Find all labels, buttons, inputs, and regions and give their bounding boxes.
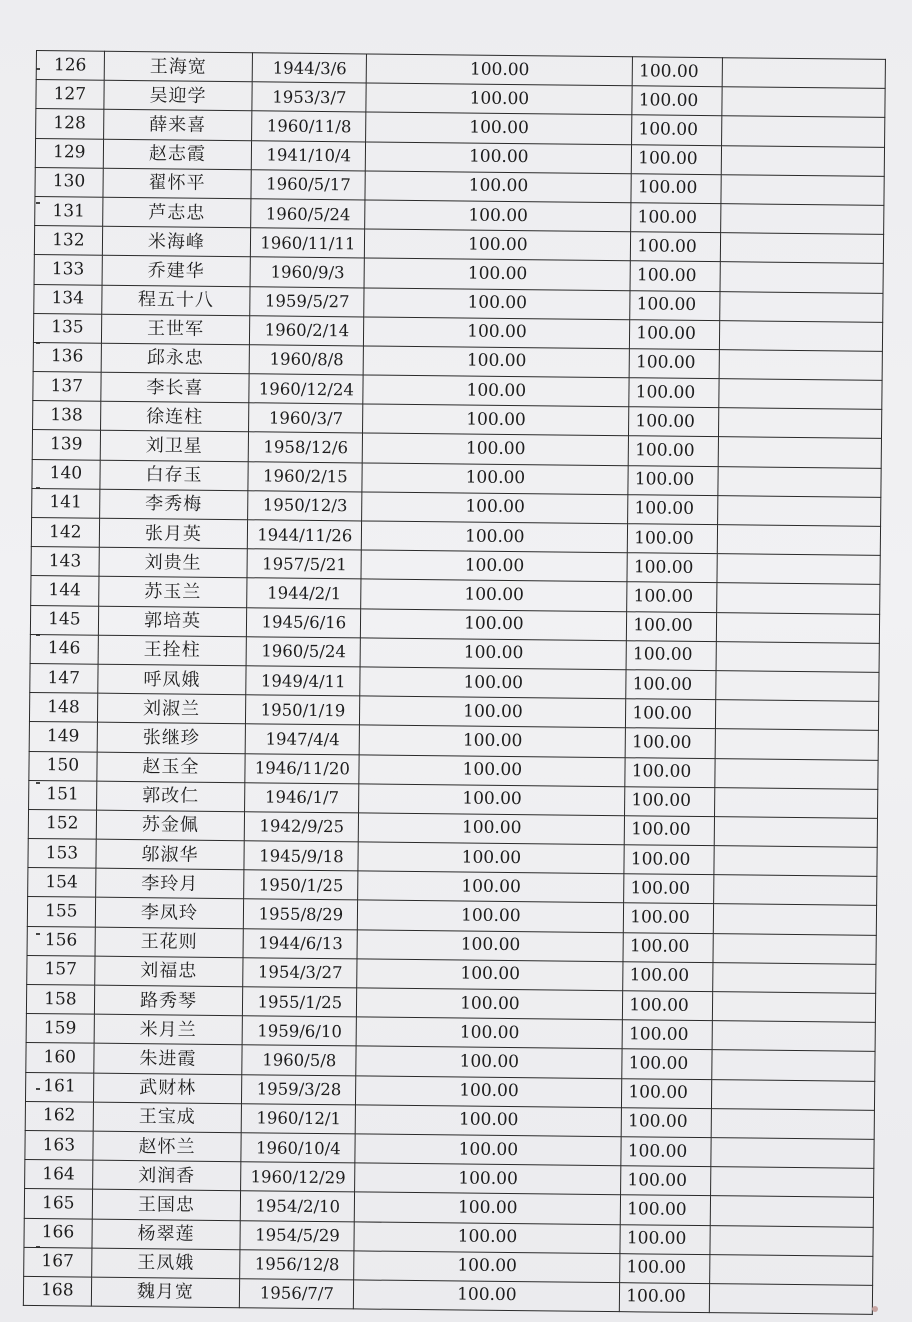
amount-cell: 100.00 [356, 1046, 622, 1078]
birth-date-cell: 1960/5/17 [251, 170, 366, 200]
blank-cell [716, 641, 879, 672]
name-cell: 米海峰 [102, 226, 251, 257]
amount-cell: 100.00 [632, 86, 722, 116]
row-number-cell: 163 [25, 1130, 93, 1160]
blank-cell [717, 583, 880, 614]
birth-date-cell: 1960/11/8 [252, 111, 367, 141]
row-number-cell: 134 [34, 284, 102, 314]
row-number-cell: 155 [27, 897, 95, 927]
row-number-cell: 133 [34, 255, 102, 285]
row-number-cell: 148 [29, 693, 97, 723]
blank-cell [719, 408, 882, 439]
birth-date-cell: 1944/6/13 [243, 928, 358, 958]
blank-cell [717, 525, 880, 556]
birth-date-cell: 1960/9/3 [250, 257, 365, 287]
birth-date-cell: 1957/5/21 [247, 549, 362, 579]
blank-cell [711, 1167, 874, 1198]
name-cell: 刘卫星 [100, 431, 249, 462]
amount-cell: 100.00 [621, 1195, 711, 1225]
amount-cell: 100.00 [628, 436, 718, 466]
amount-cell: 100.00 [364, 346, 630, 378]
row-number-cell: 144 [31, 576, 99, 606]
name-cell: 程五十八 [101, 285, 250, 316]
name-cell: 苏玉兰 [98, 577, 247, 608]
amount-cell: 100.00 [357, 988, 623, 1020]
row-number-cell: 166 [24, 1218, 92, 1248]
blank-cell [718, 495, 881, 526]
birth-date-cell: 1960/11/11 [251, 228, 366, 258]
name-cell: 李秀梅 [99, 489, 248, 520]
amount-cell: 100.00 [361, 550, 627, 582]
row-number-cell: 146 [30, 634, 98, 664]
row-number-cell: 140 [32, 459, 100, 489]
name-cell: 李凤玲 [95, 898, 244, 929]
amount-cell: 100.00 [367, 54, 633, 86]
blank-cell [713, 933, 876, 964]
amount-cell: 100.00 [365, 258, 631, 290]
blank-cell [720, 262, 883, 293]
row-number-cell: 143 [31, 547, 99, 577]
amount-cell: 100.00 [628, 524, 718, 554]
amount-cell: 100.00 [360, 667, 626, 699]
row-number-cell: 150 [29, 751, 97, 781]
birth-date-cell: 1947/4/4 [245, 724, 360, 754]
blank-cell [722, 58, 885, 89]
amount-cell: 100.00 [630, 261, 720, 291]
name-cell: 杨翠莲 [92, 1219, 241, 1250]
birth-date-cell: 1956/12/8 [240, 1249, 355, 1279]
blank-cell [717, 554, 880, 585]
name-cell: 张月英 [99, 518, 248, 549]
amount-cell: 100.00 [356, 1075, 622, 1107]
birth-date-cell: 1950/1/19 [246, 695, 361, 725]
row-number-cell: 137 [33, 372, 101, 402]
blank-cell [719, 350, 882, 381]
blank-cell [716, 671, 879, 702]
amount-cell: 100.00 [363, 433, 629, 465]
birth-date-cell: 1946/11/20 [245, 753, 360, 783]
blank-cell [712, 1079, 875, 1110]
row-number-cell: 135 [33, 313, 101, 343]
name-cell: 呼凤娥 [97, 664, 246, 695]
row-number-cell: 168 [23, 1276, 91, 1306]
name-cell: 刘润香 [92, 1160, 241, 1191]
amount-cell: 100.00 [624, 903, 714, 933]
amount-cell: 100.00 [365, 171, 631, 203]
amount-cell: 100.00 [360, 696, 626, 728]
name-cell: 郭改仁 [96, 781, 245, 812]
name-cell: 张继珍 [97, 722, 246, 753]
row-number-cell: 129 [35, 138, 103, 168]
birth-date-cell: 1960/12/24 [249, 374, 364, 404]
amount-cell: 100.00 [354, 1221, 620, 1253]
blank-cell [721, 145, 884, 176]
amount-cell: 100.00 [359, 754, 625, 786]
birth-date-cell: 1944/11/26 [248, 520, 363, 550]
birth-date-cell: 1960/5/24 [246, 636, 361, 666]
blank-cell [711, 1108, 874, 1139]
blank-cell [713, 992, 876, 1023]
birth-date-cell: 1960/3/7 [249, 403, 364, 433]
row-number-cell: 132 [34, 226, 102, 256]
amount-cell: 100.00 [362, 492, 628, 524]
blank-cell [718, 437, 881, 468]
row-number-cell: 160 [26, 1043, 94, 1073]
name-cell: 王世军 [101, 314, 250, 345]
amount-cell: 100.00 [624, 816, 714, 846]
birth-date-cell: 1960/12/1 [241, 1103, 356, 1133]
amount-cell: 100.00 [628, 465, 718, 495]
name-cell: 吴迎学 [104, 80, 253, 111]
row-number-cell: 136 [33, 342, 101, 372]
row-number-cell: 149 [29, 722, 97, 752]
amount-cell: 100.00 [366, 142, 632, 174]
row-number-cell: 156 [27, 926, 95, 956]
amount-cell: 100.00 [624, 845, 714, 875]
amount-cell: 100.00 [359, 784, 625, 816]
row-number-cell: 152 [28, 809, 96, 839]
amount-cell: 100.00 [622, 1020, 712, 1050]
page-corner-mark [872, 1306, 878, 1312]
name-cell: 郭培英 [98, 606, 247, 637]
row-number-cell: 131 [35, 196, 103, 226]
amount-cell: 100.00 [631, 173, 721, 203]
birth-date-cell: 1956/7/7 [240, 1279, 355, 1309]
birth-date-cell: 1945/6/16 [247, 607, 362, 637]
birth-date-cell: 1954/2/10 [241, 1191, 356, 1221]
amount-cell: 100.00 [620, 1283, 710, 1313]
blank-cell [715, 758, 878, 789]
amount-cell: 100.00 [358, 842, 624, 874]
amount-cell: 100.00 [623, 962, 713, 992]
amount-cell: 100.00 [358, 900, 624, 932]
birth-date-cell: 1959/5/27 [250, 286, 365, 316]
blank-cell [721, 233, 884, 264]
name-cell: 武财林 [93, 1073, 242, 1104]
row-number-cell: 164 [25, 1160, 93, 1190]
blank-cell [722, 87, 885, 118]
birth-date-cell: 1950/12/3 [248, 491, 363, 521]
amount-cell: 100.00 [354, 1251, 620, 1283]
blank-cell [714, 875, 877, 906]
name-cell: 薛来喜 [103, 110, 252, 141]
blank-cell [711, 1138, 874, 1169]
blank-cell [722, 116, 885, 147]
amount-cell: 100.00 [357, 930, 623, 962]
birth-date-cell: 1960/12/29 [241, 1162, 356, 1192]
amount-cell: 100.00 [361, 638, 627, 670]
name-cell: 乔建华 [102, 256, 251, 287]
amount-cell: 100.00 [626, 640, 716, 670]
row-number-cell: 128 [36, 109, 104, 139]
name-cell: 魏月宽 [91, 1277, 240, 1308]
birth-date-cell: 1942/9/25 [244, 812, 359, 842]
amount-cell: 100.00 [363, 375, 629, 407]
name-cell: 刘福忠 [94, 956, 243, 987]
amount-cell: 100.00 [361, 579, 627, 611]
name-cell: 王宝成 [93, 1102, 242, 1133]
birth-date-cell: 1950/1/25 [244, 870, 359, 900]
name-cell: 刘淑兰 [97, 693, 246, 724]
blank-cell [717, 612, 880, 643]
blank-cell [720, 291, 883, 322]
amount-cell: 100.00 [358, 871, 624, 903]
birth-date-cell: 1955/8/29 [244, 899, 359, 929]
name-cell: 苏金佩 [96, 810, 245, 841]
roster-table-body [23, 51, 885, 1315]
row-number-cell: 162 [25, 1101, 93, 1131]
amount-cell: 100.00 [625, 757, 715, 787]
amount-cell: 100.00 [630, 319, 720, 349]
amount-cell: 100.00 [628, 495, 718, 525]
amount-cell: 100.00 [623, 991, 713, 1021]
blank-cell [710, 1254, 873, 1285]
row-number-cell: 147 [30, 663, 98, 693]
row-number-cell: 167 [24, 1247, 92, 1277]
name-cell: 徐连柱 [100, 401, 249, 432]
blank-cell [715, 787, 878, 818]
amount-cell: 100.00 [362, 463, 628, 495]
amount-cell: 100.00 [626, 670, 716, 700]
amount-cell: 100.00 [356, 1105, 622, 1137]
amount-cell: 100.00 [355, 1163, 621, 1195]
name-cell: 朱进霞 [93, 1044, 242, 1075]
amount-cell: 100.00 [359, 813, 625, 845]
amount-cell: 100.00 [630, 290, 720, 320]
amount-cell: 100.00 [621, 1166, 711, 1196]
blank-cell [712, 1021, 875, 1052]
name-cell: 王海宽 [104, 51, 253, 82]
amount-cell: 100.00 [622, 1049, 712, 1079]
row-number-cell: 159 [26, 1014, 94, 1044]
amount-cell: 100.00 [627, 611, 717, 641]
amount-cell: 100.00 [361, 608, 627, 640]
name-cell: 李长喜 [101, 372, 250, 403]
birth-date-cell: 1960/2/15 [248, 461, 363, 491]
blank-cell [720, 320, 883, 351]
name-cell: 米月兰 [94, 1014, 243, 1045]
amount-cell: 100.00 [620, 1253, 710, 1283]
birth-date-cell: 1954/5/29 [240, 1220, 355, 1250]
birth-date-cell: 1959/6/10 [242, 1016, 357, 1046]
amount-cell: 100.00 [621, 1107, 711, 1137]
row-number-cell: 126 [36, 51, 104, 81]
blank-cell [715, 729, 878, 760]
blank-cell [713, 962, 876, 993]
blank-cell [721, 204, 884, 235]
row-number-cell: 161 [25, 1072, 93, 1102]
name-cell: 赵志霞 [103, 139, 252, 170]
amount-cell: 100.00 [364, 317, 630, 349]
amount-cell: 100.00 [366, 112, 632, 144]
amount-cell: 100.00 [626, 699, 716, 729]
amount-cell: 100.00 [355, 1192, 621, 1224]
amount-cell: 100.00 [632, 144, 722, 174]
blank-cell [714, 817, 877, 848]
birth-date-cell: 1960/5/24 [251, 199, 366, 229]
amount-cell: 100.00 [365, 229, 631, 261]
name-cell: 刘贵生 [99, 547, 248, 578]
row-number-cell: 141 [32, 488, 100, 518]
blank-cell [710, 1283, 873, 1314]
amount-cell: 100.00 [621, 1137, 711, 1167]
blank-cell [710, 1225, 873, 1256]
birth-date-cell: 1960/5/8 [242, 1045, 357, 1075]
name-cell: 王拴柱 [98, 635, 247, 666]
blank-cell [721, 174, 884, 205]
birth-date-cell: 1959/3/28 [242, 1074, 357, 1104]
amount-cell: 100.00 [627, 553, 717, 583]
blank-cell [716, 700, 879, 731]
amount-cell: 100.00 [631, 203, 721, 233]
name-cell: 邬淑华 [96, 839, 245, 870]
amount-cell: 100.00 [624, 874, 714, 904]
row-number-cell: 138 [33, 401, 101, 431]
blank-cell [712, 1050, 875, 1081]
birth-date-cell: 1958/12/6 [248, 432, 363, 462]
row-number-cell: 158 [26, 984, 94, 1014]
amount-cell: 100.00 [364, 287, 630, 319]
birth-date-cell: 1944/2/1 [247, 578, 362, 608]
name-cell: 王国忠 [92, 1189, 241, 1220]
birth-date-cell: 1953/3/7 [252, 82, 367, 112]
row-number-cell: 154 [28, 868, 96, 898]
birth-date-cell: 1945/9/18 [244, 841, 359, 871]
amount-cell: 100.00 [627, 582, 717, 612]
name-cell: 王花则 [95, 927, 244, 958]
birth-date-cell: 1941/10/4 [252, 140, 367, 170]
row-number-cell: 145 [30, 605, 98, 635]
name-cell: 赵怀兰 [93, 1131, 242, 1162]
amount-cell: 100.00 [355, 1134, 621, 1166]
amount-cell: 100.00 [354, 1280, 620, 1312]
amount-cell: 100.00 [631, 232, 721, 262]
birth-date-cell: 1960/8/8 [249, 345, 364, 375]
name-cell: 翟怀平 [103, 168, 252, 199]
birth-date-cell: 1955/1/25 [243, 987, 358, 1017]
amount-cell: 100.00 [366, 83, 632, 115]
row-number-cell: 139 [32, 430, 100, 460]
row-number-cell: 130 [35, 167, 103, 197]
birth-date-cell: 1960/10/4 [241, 1133, 356, 1163]
amount-cell: 100.00 [625, 786, 715, 816]
birth-date-cell: 1954/3/27 [243, 958, 358, 988]
name-cell: 赵玉全 [97, 752, 246, 783]
amount-cell: 100.00 [632, 57, 722, 87]
name-cell: 邱永忠 [101, 343, 250, 374]
amount-cell: 100.00 [632, 115, 722, 145]
amount-cell: 100.00 [625, 728, 715, 758]
birth-date-cell: 1944/3/6 [252, 53, 367, 83]
name-cell: 李玲月 [95, 868, 244, 899]
amount-cell: 100.00 [622, 1078, 712, 1108]
amount-cell: 100.00 [357, 959, 623, 991]
amount-cell: 100.00 [629, 378, 719, 408]
birth-date-cell: 1946/1/7 [245, 782, 360, 812]
amount-cell: 100.00 [365, 200, 631, 232]
amount-cell: 100.00 [620, 1224, 710, 1254]
amount-cell: 100.00 [629, 407, 719, 437]
name-cell: 芦志忠 [102, 197, 251, 228]
row-number-cell: 165 [24, 1189, 92, 1219]
birth-date-cell: 1960/2/14 [250, 315, 365, 345]
blank-cell [710, 1196, 873, 1227]
amount-cell: 100.00 [363, 404, 629, 436]
row-number-cell: 151 [29, 780, 97, 810]
roster-table [23, 50, 886, 1315]
row-number-cell: 142 [31, 517, 99, 547]
name-cell: 白存玉 [100, 460, 249, 491]
blank-cell [718, 466, 881, 497]
blank-cell [714, 846, 877, 877]
row-number-cell: 153 [28, 839, 96, 869]
birth-date-cell: 1949/4/11 [246, 666, 361, 696]
blank-cell [719, 379, 882, 410]
amount-cell: 100.00 [623, 932, 713, 962]
name-cell: 路秀琴 [94, 985, 243, 1016]
amount-cell: 100.00 [362, 521, 628, 553]
row-number-cell: 157 [27, 955, 95, 985]
amount-cell: 100.00 [360, 725, 626, 757]
row-number-cell: 127 [36, 80, 104, 110]
blank-cell [714, 904, 877, 935]
name-cell: 王凤娥 [91, 1248, 240, 1279]
amount-cell: 100.00 [629, 349, 719, 379]
amount-cell: 100.00 [357, 1017, 623, 1049]
